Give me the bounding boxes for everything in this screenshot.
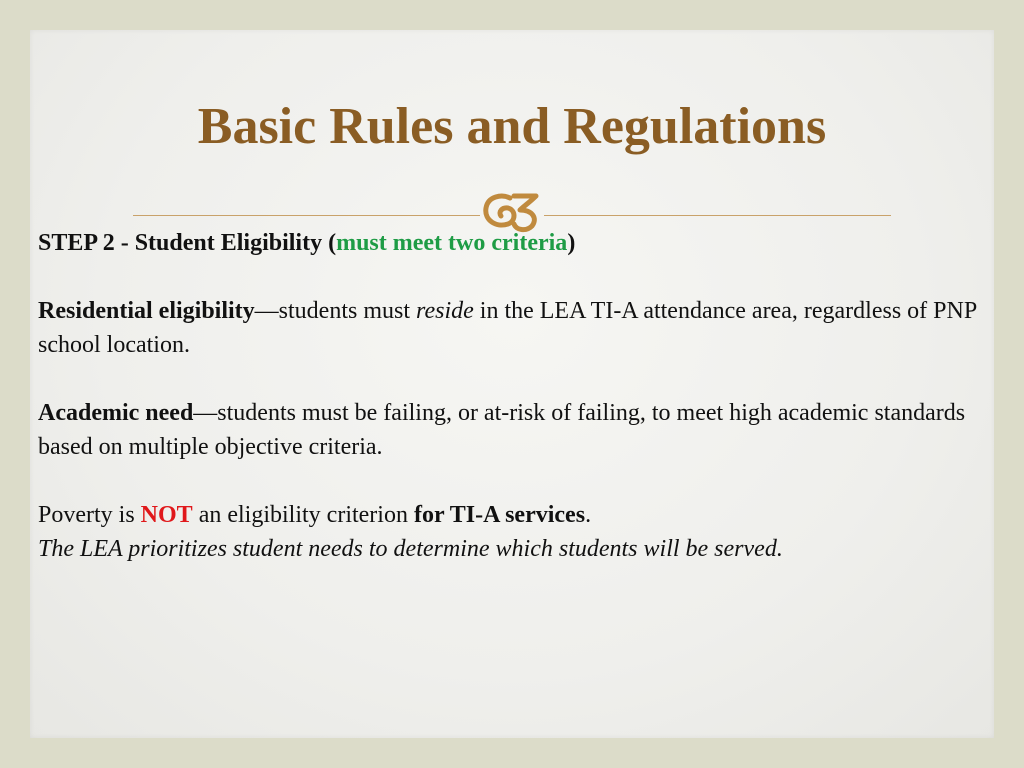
poverty-text-after: . — [585, 502, 592, 528]
poverty-bold-text: for TI-A services — [413, 502, 586, 528]
residential-emphasis: reside — [416, 298, 474, 324]
title-divider-right — [544, 215, 891, 216]
residential-term: Residential eligibility — [38, 298, 255, 324]
step-criteria: must meet two criteria — [336, 230, 568, 256]
residential-text-after: in the LEA TI-A attendance area, regardless of PNP school location. — [38, 298, 977, 358]
academic-term: Academic need — [38, 400, 194, 426]
academic-text: students must be failing, or at-risk of failing, to meet high academic standards based on multiple objective criteria. — [38, 400, 966, 460]
poverty-text-before: Poverty is — [38, 502, 141, 528]
academic-dash: — — [193, 400, 218, 426]
step-heading — [38, 226, 988, 260]
step-label-suffix: ) — [567, 230, 576, 256]
slide-title: Basic Rules and Regulations — [197, 98, 827, 155]
slide-body — [38, 226, 988, 566]
step-label-prefix: STEP 2 - Student Eligibility ( — [38, 230, 337, 256]
poverty-paragraph — [38, 498, 988, 532]
residential-dash: — — [254, 298, 279, 324]
residential-paragraph — [38, 294, 988, 362]
prioritization-note: The LEA prioritizes student needs to determine which students will be served. — [38, 536, 783, 562]
residential-text-before: students must — [278, 298, 417, 324]
academic-paragraph — [38, 396, 988, 464]
title-divider-left — [133, 215, 480, 216]
poverty-text-middle: an eligibility criterion — [192, 502, 414, 528]
poverty-emphasis: NOT — [140, 502, 193, 528]
